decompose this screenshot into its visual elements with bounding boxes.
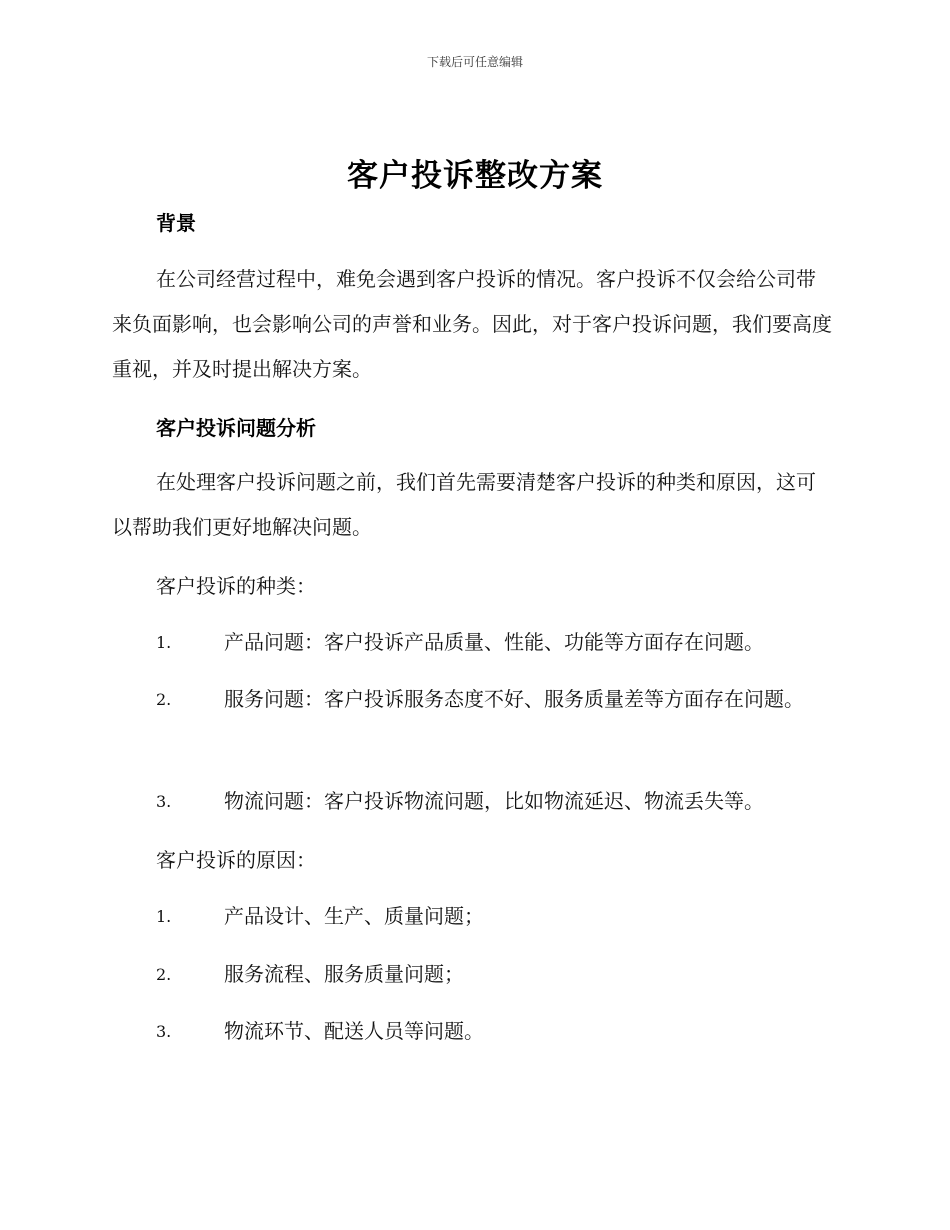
list-item-text: 服务问题：客户投诉服务态度不好、服务质量差等方面存在问题。 — [224, 687, 804, 711]
list-item-text: 服务流程、服务质量问题； — [224, 962, 464, 986]
list-item-number: 3. — [156, 792, 172, 811]
complaint-types-label: 客户投诉的种类： — [156, 574, 316, 598]
page-header: 下载后可任意编辑 — [426, 55, 523, 69]
list-item-text: 产品问题：客户投诉产品质量、性能、功能等方面存在问题。 — [224, 630, 764, 654]
list-item-number: 2. — [156, 690, 172, 709]
list-item-number: 1. — [156, 907, 172, 926]
list-item — [112, 952, 832, 997]
list-item-text: 物流问题：客户投诉物流问题，比如物流延迟、物流丢失等。 — [224, 789, 764, 813]
list-item-number: 3. — [156, 1022, 172, 1041]
list-item — [112, 620, 832, 665]
list-item-number: 1. — [156, 633, 172, 652]
list-item — [112, 779, 832, 824]
list-item — [112, 677, 832, 722]
list-item-number: 2. — [156, 965, 172, 984]
background-paragraph: 在公司经营过程中，难免会遇到客户投诉的情况。客户投诉不仅会给公司带来负面影响，也会影响公司的声誉和业务。因此，对于客户投诉问题，我们要高度重视，并及时提出解决方案。 — [112, 267, 832, 381]
complaint-causes-label: 客户投诉的原因： — [156, 848, 316, 872]
analysis-paragraph: 在处理客户投诉问题之前，我们首先需要清楚客户投诉的种类和原因，这可以帮助我们更好地解决问题。 — [112, 470, 816, 539]
section-heading-background: 背景 — [156, 211, 196, 235]
list-item — [112, 894, 832, 939]
section-heading-analysis: 客户投诉问题分析 — [156, 416, 316, 440]
list-item-text: 物流环节、配送人员等问题。 — [224, 1019, 484, 1043]
list-item-text: 产品设计、生产、质量问题； — [224, 904, 484, 928]
document-title: 客户投诉整改方案 — [347, 158, 603, 194]
list-item — [112, 1009, 832, 1054]
